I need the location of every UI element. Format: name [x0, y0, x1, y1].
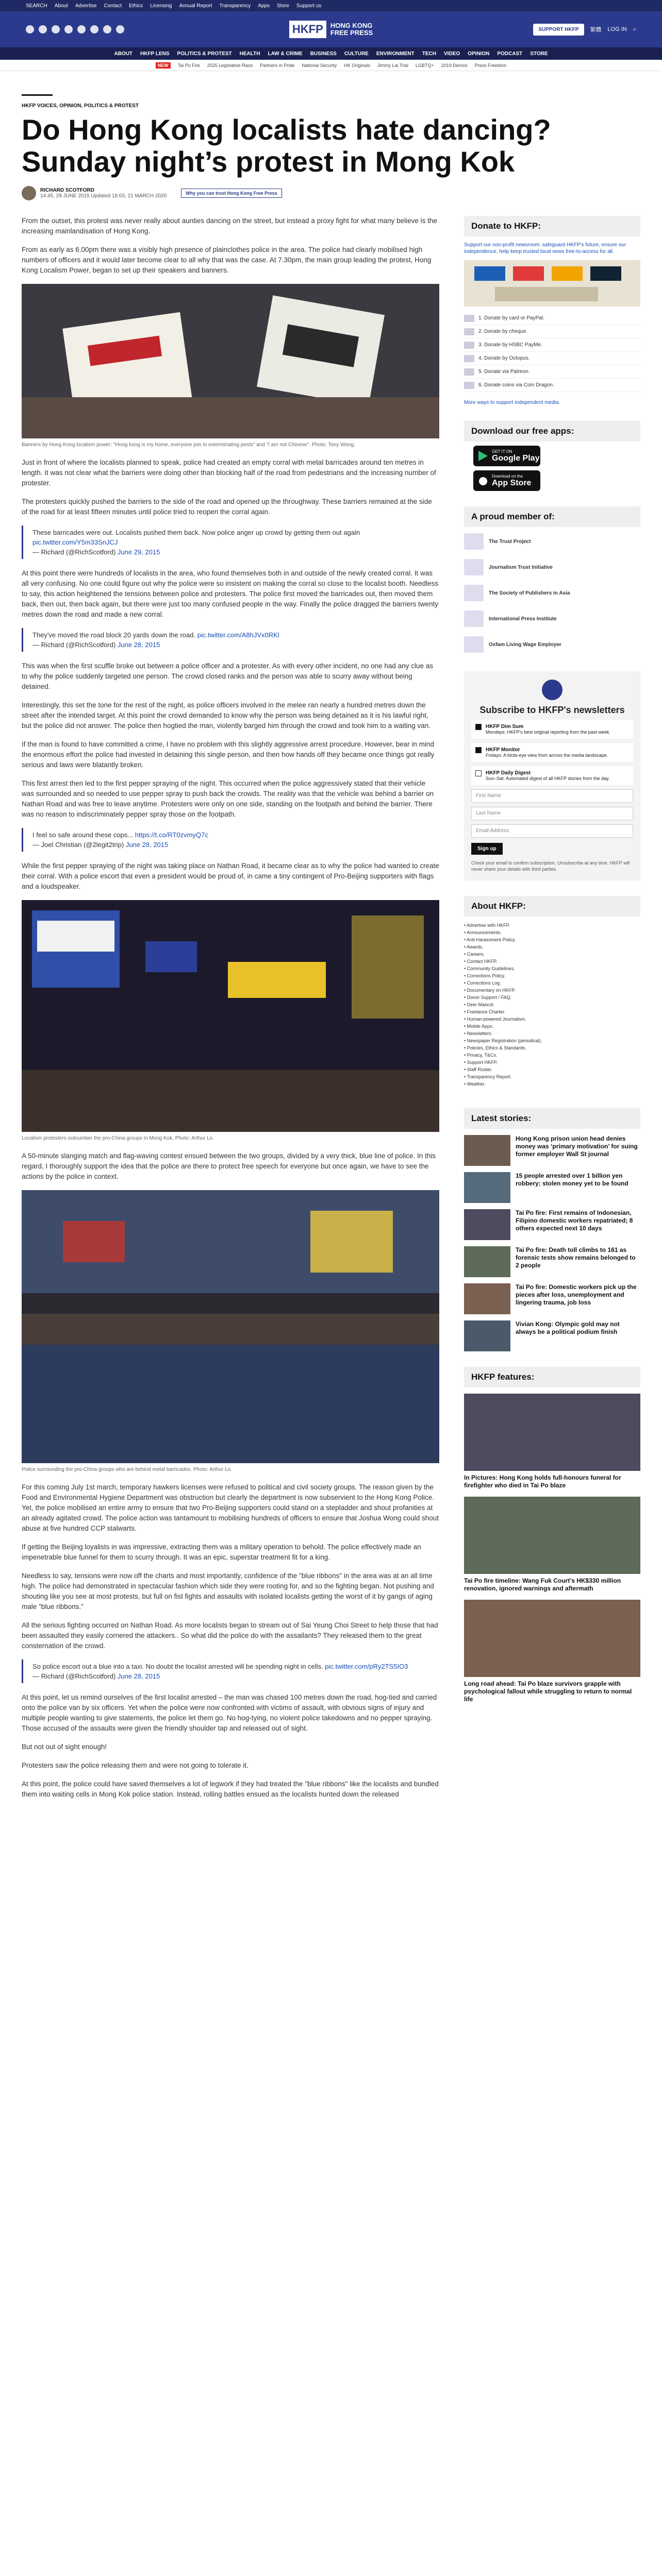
sign-text-block	[37, 921, 114, 952]
feature-headline: In Pictures: Hong Kong holds full-honours funeral for firefighter who died in Tai Po blaze	[464, 1474, 621, 1489]
title-rule	[22, 94, 53, 96]
apps-box	[464, 421, 640, 491]
member-icon	[464, 611, 484, 627]
checkbox[interactable]	[475, 724, 482, 730]
payment-icon	[464, 382, 474, 389]
trending-link[interactable]: 2025 Legislative Race	[207, 62, 253, 68]
trending-link[interactable]: Jimmy Lai Trial	[377, 62, 408, 68]
about-item[interactable]: • Awards.	[464, 944, 484, 950]
trending-link[interactable]: LGBTQ+	[415, 62, 434, 68]
crowd-shape	[22, 1070, 439, 1132]
card-logo	[590, 266, 621, 281]
embedded-tweet	[22, 1659, 439, 1683]
member-name: Journalism Trust Initiative	[489, 564, 553, 570]
first-name-input[interactable]: First Name	[471, 789, 633, 803]
about-item[interactable]: • Newspaper Registration (periodical).	[464, 1038, 542, 1043]
card-logo	[474, 266, 505, 281]
google-play-icon	[478, 451, 488, 461]
payment-icon	[464, 315, 474, 322]
billboard-shape	[63, 1221, 125, 1262]
nav-item[interactable]: CULTURE	[344, 50, 369, 57]
paragraph: While the first pepper spraying of the night was taking place on Nathan Road, it became clear as to why the police had wanted to create their corral. With a police escort that even a president would be proud of, in came a tiny contingent of Pro-Beijing supporters with flags and a loudspeaker.	[22, 862, 439, 890]
feature-story[interactable]	[464, 1497, 640, 1592]
member-icon	[464, 559, 484, 575]
member-logo[interactable]	[464, 607, 640, 630]
tweet-author: — Richard (@RichScotford)	[32, 548, 116, 556]
hkfp-round-logo	[542, 680, 562, 700]
tweet-text	[32, 630, 439, 640]
about-item[interactable]: • Mobile Apps.	[464, 1024, 494, 1029]
photo-caption: Banners by Hong Kong localism power: "Hong kong is my home, everyone join in exterminating pests" and "I am not Chinese". Photo: Tony Wong.	[22, 442, 355, 448]
logo-wordmark	[330, 22, 373, 37]
paragraph: A 50-minute slanging match and flag-waving contest ensued between the two groups, divided by a very thick, blue line of police. In this regard, I thoroughly support the idea that the police are there to protect free speech for everyone but once again, we have to see the actions by the police in context.	[22, 1152, 436, 1180]
member-name: International Press Institute	[489, 616, 557, 622]
newsletter-note: Check your email to confirm subscription. Unsubscribe at any time. HKFP will never share your details with third parties.	[471, 860, 630, 872]
donate-option-label: 4. Donate by Octopus.	[478, 355, 530, 361]
topbar-link[interactable]: Support us	[296, 3, 322, 9]
about-item[interactable]: • Newsletters.	[464, 1031, 493, 1036]
content-columns	[22, 216, 640, 1808]
telegram-icon[interactable]	[103, 25, 111, 33]
about-item[interactable]: • Careers.	[464, 952, 485, 957]
story-thumbnail	[464, 1209, 510, 1240]
nav-item[interactable]: OPINION	[468, 50, 490, 57]
donate-option[interactable]	[464, 379, 640, 392]
crowd-shape	[22, 1314, 439, 1345]
signup-button[interactable]: Sign up	[471, 843, 503, 855]
article-photo-banners	[22, 284, 439, 438]
tweet-text	[32, 830, 439, 840]
donate-title: Donate to HKFP:	[464, 216, 640, 236]
feature-story[interactable]	[464, 1394, 640, 1489]
topbar-link[interactable]: Licensing	[150, 3, 172, 9]
about-item[interactable]: • Privacy, T&Cs.	[464, 1053, 498, 1058]
badge-big-text: App Store	[492, 478, 532, 487]
member-icon	[464, 585, 484, 601]
embedded-tweet	[22, 828, 439, 852]
nav-item[interactable]: ENVIRONMENT	[376, 50, 415, 57]
embedded-tweet	[22, 628, 439, 652]
google-play-badge[interactable]	[473, 446, 540, 466]
about-item[interactable]: • Transparency Report.	[464, 1074, 512, 1079]
tweet-date[interactable]: June 28, 2015	[125, 841, 169, 849]
topbar-link[interactable]: Contact	[104, 3, 122, 9]
card-logo	[552, 266, 583, 281]
donate-option[interactable]	[464, 312, 640, 325]
topbar-link[interactable]: About	[54, 3, 68, 9]
tweet-link[interactable]: pic.twitter.com/A8hJVx0RKl	[197, 631, 279, 639]
about-item[interactable]: • Weather.	[464, 1081, 486, 1087]
threads-icon[interactable]	[64, 25, 73, 33]
tweet-link[interactable]: pic.twitter.com/Y5m33SnJCJ	[32, 538, 118, 546]
newsletter-option[interactable]	[471, 766, 633, 785]
mastodon-icon[interactable]	[116, 25, 124, 33]
donate-option-label: 1. Donate by card or PayPal.	[478, 315, 544, 321]
facebook-icon[interactable]	[26, 25, 34, 33]
newsletter-name: HKFP Daily Digest	[486, 770, 531, 776]
tweet-body: So police escort out a blue into a taxi. No doubt the localist arrested will be spending night in cells.	[32, 1663, 323, 1670]
about-item[interactable]: • Advertise with HKFP.	[464, 923, 510, 928]
about-item[interactable]: • Anti-Harassment Policy.	[464, 937, 516, 942]
newsletter-option-text	[486, 770, 609, 781]
donate-options	[464, 307, 640, 397]
nav-item[interactable]: VIDEO	[443, 50, 460, 57]
trending-link[interactable]: Press Freedom	[474, 62, 507, 68]
donate-option[interactable]	[464, 325, 640, 338]
donate-option[interactable]	[464, 338, 640, 352]
latest-story[interactable]	[464, 1209, 640, 1240]
paragraph: All the serious fighting occurred on Nathan Road. As more localists began to stream out of Sai Yeung Choi Street to help those that had been assaulted they easily cornered the attackers.. So what did the police do with the assailants? They released them to the great consternation of the crowd.	[22, 1621, 438, 1650]
donate-option-label: 3. Donate by HSBC PayMe.	[478, 342, 542, 348]
author-avatar	[22, 186, 36, 200]
badge-small-text: Download on the	[492, 473, 523, 479]
story-headline: Tai Po fire: Death toll climbs to 161 as forensic tests show remains belonged to 2 people	[516, 1246, 636, 1269]
latest-list	[464, 1135, 640, 1351]
nav-item[interactable]: PODCAST	[497, 50, 523, 57]
topbar-link[interactable]: Apps	[258, 3, 270, 9]
tweet-author: — Richard (@RichScotford)	[32, 641, 116, 649]
member-name: Oxfam Living Wage Employer	[489, 641, 561, 648]
app-store-badge[interactable]	[473, 470, 540, 491]
new-badge: NEW	[156, 62, 171, 69]
newsletter-desc: Fridays: A birds-eye view from across the media landscape.	[486, 753, 608, 758]
topbar-link[interactable]: Ethics	[128, 3, 143, 9]
author-name[interactable]: RICHARD SCOTFORD	[40, 188, 94, 193]
card-logo	[513, 266, 544, 281]
donate-option-label: 5. Donate via Patreon.	[478, 369, 530, 375]
crowd-shape	[22, 397, 439, 438]
payment-icon	[464, 368, 474, 376]
member-list	[464, 530, 640, 656]
paragraph: For this coming July 1st march, temporary hawkers licenses were refused to political and civil society groups. The reason given by the Food and Environmental Hygiene Department was obstruction but clearly the department is now subservient to the Hong Kong Police. Yet, the police mobilised an entire army to ensure that two Pro-Beijing supporters could stand on a stepladder and shout profanities at an already agitated crowd. The police action was tantamount to mobilising hundreds of officers to ensure that Joshua Wong could shout abuse at five hundred CCP stalwarts.	[22, 1483, 439, 1532]
latest-story[interactable]	[464, 1172, 640, 1203]
logo-line-2: FREE PRESS	[330, 29, 373, 37]
nav-item[interactable]: LAW & CRIME	[268, 50, 303, 57]
about-item[interactable]: • Human-powered Journalism.	[464, 1016, 526, 1022]
article-title: Do Hong Kong localists hate dancing? Sunday night’s protest in Mong Kok	[22, 113, 551, 178]
tweet-text	[32, 1662, 439, 1671]
linkedin-icon[interactable]	[90, 25, 98, 33]
feature-headline: Tai Po fire timeline: Wang Fuk Court's HK$330 million renovation, ignored warnings and aftermath	[464, 1577, 621, 1592]
trending-link[interactable]: 2019 Demos	[441, 62, 468, 68]
paragraph: At this point, let us remind ourselves of the first localist arrested – the man was chased 100 metres down the road, hog-tied and carried onto the police van by six officers. Yet when the police were now confronted with victims of assault, with obvious signs of injury and multiple people wanting to give statements, the police let them go. No hog-tying, no violent police takedowns and no pepper spraying. Those accused of the assaults were given the friendly shoulder tap and released out of sight.	[22, 1693, 437, 1732]
topbar-link[interactable]: Transparency	[219, 3, 251, 9]
donate-more-link[interactable]: More ways to support independent media.	[464, 400, 560, 405]
about-item[interactable]: • Announcements.	[464, 930, 502, 935]
twitter-icon[interactable]	[39, 25, 47, 33]
story-thumbnail	[464, 1246, 510, 1277]
member-name: The Society of Publishers in Asia	[489, 590, 570, 596]
paragraph: From the outset, this protest was never really about aunties dancing on the street, but instead a proxy fight for what many believe is the increasing mainlandisation of Hong Kong.	[22, 217, 437, 235]
article-photo-protest	[22, 900, 439, 1132]
payment-logos	[464, 260, 640, 307]
donate-option[interactable]	[464, 352, 640, 365]
article-kicker[interactable]: HKFP VOICES, OPINION, POLITICS & PROTEST	[22, 103, 139, 109]
paragraph: This was when the first scuffle broke out between a police officer and a protester. As with every other incident, no one had any clue as to why the police suddenly targeted one person. The crowd closed ranks and the person was able to scurry away without being detained.	[22, 662, 433, 690]
social-icons	[26, 11, 124, 47]
tweet-author: — Richard (@RichScotford)	[32, 1672, 116, 1680]
youtube-icon[interactable]	[77, 25, 86, 33]
logo-line-1: HONG KONG	[330, 22, 373, 29]
trust-button[interactable]: Why you can trust Hong Kong Free Press	[181, 189, 282, 198]
byline	[22, 186, 640, 200]
members-title: A proud member of:	[464, 506, 640, 527]
newsletter-option[interactable]	[471, 720, 633, 739]
site-header	[0, 11, 662, 47]
newsletter-name: HKFP Dim Sum	[486, 724, 524, 730]
about-title: About HKFP:	[464, 896, 640, 917]
header-actions	[533, 11, 636, 47]
about-list	[464, 917, 640, 1093]
tweet-text	[32, 528, 439, 547]
member-name: The Trust Project	[489, 538, 531, 545]
about-item[interactable]: • Contact HKFP.	[464, 959, 498, 964]
tweet-link[interactable]: pic.twitter.com/pRy2TS5IO3	[325, 1663, 408, 1670]
feature-image	[464, 1394, 640, 1471]
checkbox[interactable]	[475, 770, 482, 776]
donate-option-label: 6. Donate coins via Coin Dragon.	[478, 382, 554, 388]
embedded-tweet	[22, 526, 439, 559]
nav-item[interactable]: HKFP LENS	[140, 50, 170, 57]
nav-item[interactable]: ABOUT	[114, 50, 133, 57]
feature-image	[464, 1600, 640, 1677]
features-title: HKFP features:	[464, 1367, 640, 1387]
nav-item[interactable]: POLITICS & PROTEST	[177, 50, 232, 57]
donate-option-label: 2. Donate by cheque.	[478, 329, 528, 334]
paragraph: This first arrest then led to the first pepper spraying of the night. This occurred when the police aggressively stated that their vehicle was surrounded and so needed to use pepper spray to push back the crowds. The reality was that the vehicle was behind a barrier on Nathan Road and was free to leave anytime. Protesters were only on one side, standing on the footpath and behind the barrier. There was no reason to indiscriminately pepper spray those on the footpath.	[22, 779, 434, 818]
payment-icon	[464, 328, 474, 335]
latest-box	[464, 1108, 640, 1351]
paragraph: But not out of sight enough!	[22, 1743, 107, 1751]
article-dates: 14:45, 29 JUNE 2015 Updated 18:03, 21 MARCH 2020	[40, 193, 167, 199]
member-icon	[464, 533, 484, 550]
paragraph: Interestingly, this set the tone for the rest of the night, as police officers involved in the melee ran nearly a hundred metres down the street after the intended target. At this point the crowd demanded to know why the person was being detained as it is his lawful right, but the police did not answer. The police then hogtied the man, violently barged him through the crowd and took him to a waiting van.	[22, 701, 431, 730]
paragraph: If getting the Beijing loyalists in was impressive, extracting them was a military operation to behold. The police effectively made an impenetrable blue funnel for them to scurry through. It was an epic, superstar treatment fit for a king.	[22, 1543, 421, 1561]
paragraph: Needless to say, tensions were now off the charts and most importantly, confidence of the "blue ribbons" in the area was at an all time high. The police had demonstrated in spectacular fashion which side they were rooting for, and so the fighting began. Not pushing and shouting like you see at most protests, but full on fist fights and assaults with isolated localists getting the worst of it by gangs of aging male "blue ribbons."	[22, 1572, 434, 1611]
tweet-date[interactable]: June 28, 2015	[117, 1672, 160, 1680]
about-item[interactable]: • Deer Mascot.	[464, 1002, 495, 1007]
photo-caption: Police surrounding the pro-China groups who are behind metal barricades. Photo: Arthur Lo.	[22, 1467, 233, 1472]
latest-story[interactable]	[464, 1320, 640, 1351]
nav-item[interactable]: STORE	[530, 50, 548, 57]
newsletter-box	[464, 671, 640, 880]
newsletter-desc: Mondays: HKFP's best original reporting from the past week.	[486, 730, 610, 735]
trending-link[interactable]: Partners in Pride	[260, 62, 295, 68]
story-thumbnail	[464, 1283, 510, 1314]
story-headline: Tai Po fire: First remains of Indonesian, Filipino domestic workers repatriated; 8 others expected next 10 days	[516, 1209, 633, 1232]
paragraph: The protesters quickly pushed the barriers to the side of the road and opened up the throughway. These barriers remained at the side of the road for at least fifteen minutes until police tried to reopen the corral again.	[22, 498, 432, 516]
paragraph: Just in front of where the localists planned to speak, police had created an empty corral with metal barricades around ten metres in length. It was not clear what the barriers were doing other than blocking half of the road from pedestrians and the increasing number of protester.	[22, 459, 436, 487]
checkbox[interactable]	[475, 747, 482, 753]
about-item[interactable]: • Documentary on HKFP.	[464, 988, 516, 993]
shop-sign-shape	[228, 962, 326, 998]
paragraph: At this point there were hundreds of localists in the area, who found themselves both in and outside of the newly created corral. It was all very confusing. No one could figure out why the police were so insistent on making the corral so close to the localist booth. Needless to say, this action heightened the tensions between police and protesters. The police first moved the barricades out, then moved them back, then out, then back again, but there were just too many confused people in the way. Finally the police dragged the barriers twenty metres down the road and made a new corral.	[22, 569, 439, 618]
newsletter-option-text	[486, 747, 608, 758]
search-icon[interactable]: ⌕	[633, 26, 636, 32]
member-icon	[464, 636, 484, 653]
tweet-link[interactable]: https://t.co/RT0zvmyQ7c	[135, 831, 208, 839]
tweet-author: — Joel Christian (@2legit2trip)	[32, 841, 124, 849]
story-headline: Tai Po fire: Domestic workers pick up the pieces after loss, unemployment and lingering trauma, job loss	[516, 1283, 637, 1306]
apple-icon	[478, 476, 488, 486]
latest-story[interactable]	[464, 1246, 640, 1277]
story-headline: Hong Kong prison union head denies money was ‘primary motivation’ for suing former employer Wall St journal	[516, 1135, 638, 1158]
story-headline: 15 people arrested over 1 billion yen robbery; stolen money yet to be found	[516, 1172, 628, 1187]
article-photo-police	[22, 1190, 439, 1463]
paragraph: At this point, the police could have saved themselves a lot of legwork if they had treated the "blue ribbons" like the localists and bundled them into waiting cells in Mong Kok police station. Instead, rolling battles ensued as the localists hunted down the released	[22, 1780, 439, 1798]
about-item[interactable]: • Policies, Ethics & Standards.	[464, 1045, 526, 1050]
member-logo[interactable]	[464, 530, 640, 553]
page-wrap	[22, 94, 640, 1808]
main-nav	[0, 47, 662, 60]
flag-shape	[145, 941, 197, 972]
story-thumbnail	[464, 1320, 510, 1351]
about-item[interactable]: • Staff Roster.	[464, 1067, 493, 1072]
about-item[interactable]: • Freelance Charter.	[464, 1009, 506, 1014]
language-switch[interactable]: 繁體	[590, 27, 602, 33]
donate-box	[464, 216, 640, 405]
trending-link[interactable]: National Security	[302, 62, 337, 68]
story-thumbnail	[464, 1135, 510, 1166]
topbar-link[interactable]: Store	[277, 3, 289, 9]
about-item[interactable]: • Corrections Log.	[464, 980, 501, 986]
nav-item[interactable]: TECH	[422, 50, 436, 57]
newsletter-option[interactable]	[471, 743, 633, 762]
feature-story[interactable]	[464, 1600, 640, 1703]
badge-small-text: GET IT ON	[492, 449, 512, 454]
logo-mark: HKFP	[289, 21, 326, 38]
member-logo[interactable]	[464, 556, 640, 579]
paragraph: Protesters saw the police releasing them and were not going to tolerate it.	[22, 1761, 249, 1769]
site-logo[interactable]	[289, 21, 373, 38]
about-item[interactable]: • Community Guidelines.	[464, 966, 515, 971]
newsletter-options	[471, 720, 633, 785]
about-box	[464, 896, 640, 1093]
newsletter-option-text	[486, 724, 610, 735]
coins-image	[495, 287, 598, 301]
tweet-body: I feel so safe around these cops...	[32, 831, 134, 839]
latest-story[interactable]	[464, 1135, 640, 1166]
topbar-link[interactable]: SEARCH	[26, 3, 47, 9]
photo-caption: Localism protesters outnumber the pro-China groups in Mong Kok. Photo: Arthur Lo.	[22, 1136, 214, 1141]
topbar-link[interactable]: Advertise	[75, 3, 97, 9]
about-item[interactable]: • Corrections Policy.	[464, 973, 506, 978]
payment-icon	[464, 355, 474, 362]
features-list	[464, 1394, 640, 1703]
feature-headline: Long road ahead: Tai Po blaze survivors grapple with psychological fallout while struggling to return to normal life	[464, 1680, 632, 1703]
members-box	[464, 506, 640, 656]
instagram-icon[interactable]	[52, 25, 60, 33]
latest-story[interactable]	[464, 1283, 640, 1314]
sidebar	[464, 216, 640, 1808]
latest-title: Latest stories:	[464, 1108, 640, 1129]
building-shape	[352, 916, 424, 1019]
paragraph: If the man is found to have committed a crime, I have no problem with this slightly aggressive arrest procedure. However, bear in mind the enormous effort the police had invested in detaining this single person, and then how hands off they became once things got really serious and laws were blatantly broken.	[22, 740, 435, 769]
badge-big-text: Google Play	[492, 453, 540, 463]
newsletter-title: Subscribe to HKFP's newsletters	[479, 705, 625, 715]
support-hkfp-button[interactable]: SUPPORT HKFP	[533, 24, 584, 36]
nav-item[interactable]: HEALTH	[239, 50, 260, 57]
newsletter-desc: Sun–Sat: Automated digest of all HKFP stories from the day.	[486, 776, 610, 781]
about-item[interactable]: • Support HKFP.	[464, 1060, 498, 1065]
feature-image	[464, 1497, 640, 1574]
tweet-date[interactable]: June 28, 2015	[117, 641, 160, 649]
features-box	[464, 1367, 640, 1703]
donate-intro	[464, 242, 640, 255]
trending-nav	[0, 60, 662, 71]
top-utility-bar	[0, 0, 662, 11]
tweet-body: They've moved the road block 20 yards down the road.	[32, 631, 196, 639]
payment-icon	[464, 342, 474, 349]
member-logo[interactable]	[464, 582, 640, 604]
login-link[interactable]: LOG IN	[607, 26, 627, 32]
donate-intro-link[interactable]: Support our non-profit newsroom: safeguard HKFP's future, ensure our independence, help keep trusted local news free-to-access for all.	[464, 242, 626, 255]
tweet-date[interactable]: June 29, 2015	[117, 548, 160, 556]
tweet-body: These barricades were out. Localists pushed them back. Now police anger up crowd by getting them out again	[32, 529, 360, 536]
email-input[interactable]: Email Address	[471, 824, 633, 838]
trending-link[interactable]: Tai Po Fire	[177, 62, 200, 68]
paragraph: From as early as 6.00pm there was a visibly high presence of plainclothes police in the area. The police had clearly mobilised high numbers of officers and it would later become clear to all why that was the case. At 7.30pm, the main group leading the protest, Hong Kong Localism Power, began to set up their speakers and banners.	[22, 246, 432, 274]
donate-option[interactable]	[464, 365, 640, 379]
story-headline: Vivian Kong: Olympic gold may not always be a political podium finish	[516, 1320, 620, 1335]
trending-link[interactable]: HK Originals	[344, 62, 370, 68]
article-body	[22, 216, 439, 1808]
last-name-input[interactable]: Last Name	[471, 807, 633, 820]
billboard-shape	[310, 1211, 393, 1273]
about-item[interactable]: • Donor Support / FAQ.	[464, 995, 512, 1000]
story-thumbnail	[464, 1172, 510, 1203]
apps-title: Download our free apps:	[464, 421, 640, 442]
member-logo[interactable]	[464, 633, 640, 656]
topbar-link[interactable]: Annual Report	[179, 3, 212, 9]
newsletter-name: HKFP Monitor	[486, 747, 520, 753]
police-line-shape	[22, 1345, 439, 1463]
nav-item[interactable]: BUSINESS	[310, 50, 337, 57]
